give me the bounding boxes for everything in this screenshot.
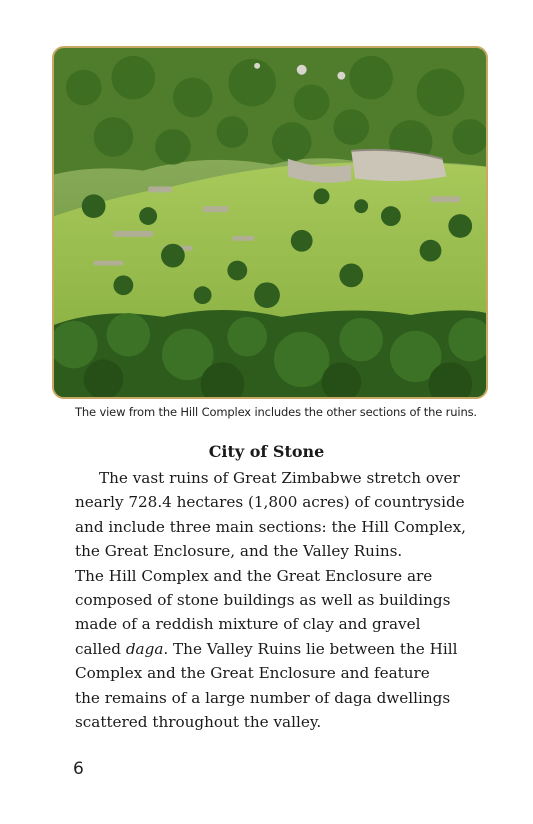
body-line: Complex and the Great Enclosure and feature (75, 664, 430, 683)
body-line: the remains of a large number of daga dwellings (75, 688, 451, 707)
page-number: 6 (73, 759, 84, 779)
body-line: scattered throughout the valley. (75, 713, 322, 732)
body-line: made of a reddish mixture of clay and gravel (75, 615, 421, 634)
called-suffix: . (163, 639, 174, 658)
body-line: and include three main sections: the Hill Complex, (75, 517, 466, 536)
body-line-continuation: The Valley Ruins lie between the Hill (173, 639, 458, 658)
body-line-called-daga (75, 637, 475, 661)
section-heading: City of Stone (208, 442, 325, 461)
called-prefix: called (75, 639, 126, 658)
body-line: The vast ruins of Great Zimbabwe stretch over (99, 469, 460, 487)
ruins-photo (52, 46, 488, 399)
body-line: composed of stone buildings as well as buildings (75, 591, 451, 610)
ruins-landscape-image (54, 48, 486, 397)
body-line: nearly 728.4 hectares (1,800 acres) of countryside (75, 493, 465, 512)
daga-term: daga (125, 639, 164, 658)
body-paragraph (75, 466, 475, 734)
body-line: The Hill Complex and the Great Enclosure are (75, 566, 433, 585)
photo-caption: The view from the Hill Complex includes the other sections of the ruins. (75, 405, 477, 419)
body-line: the Great Enclosure, and the Valley Ruins. (75, 542, 403, 561)
